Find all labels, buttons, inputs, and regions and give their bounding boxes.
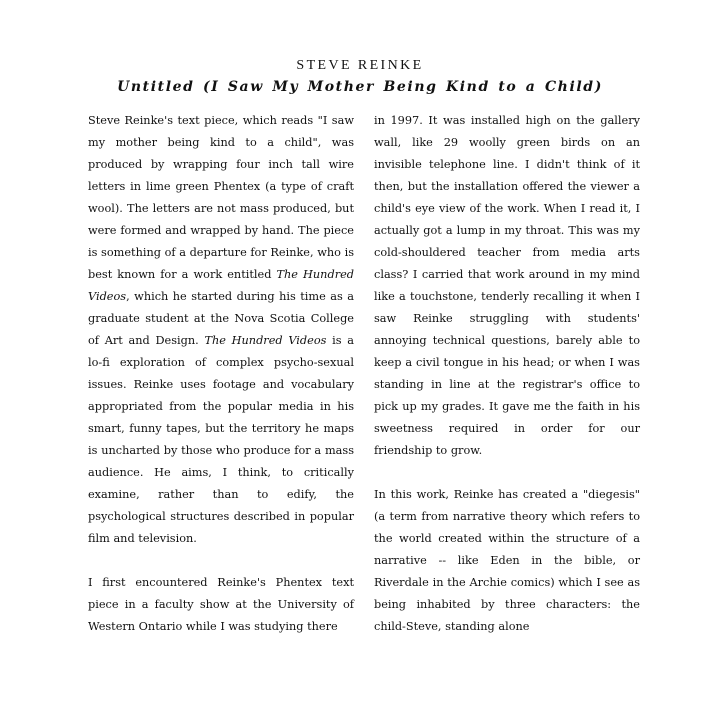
work-title: The Hundred Videos <box>204 334 327 347</box>
right-column <box>374 110 640 638</box>
work-title: The Hundred Videos <box>88 268 355 303</box>
artwork-title: Untitled (I Saw My Mother Being Kind to a Child) <box>117 79 603 95</box>
text-run: , which he started during his time as a graduate student at the Nova Scotia College of Art and Design. <box>88 290 354 347</box>
text-run: is a lo-fi exploration of complex psycho-sexual issues. Reinke uses footage and vocabulary appropriated from the popular media in his smart, funny tapes, but the territory he maps is uncharted by those who produce for a mass audience. He aims, I think, to critically examine, rather than to edify, the psychological structures described in popular film and television. <box>88 334 354 545</box>
author-heading: STEVE REINKE <box>296 58 424 73</box>
paragraph: In this work, Reinke has created a "diegesis" (a term from narrative theory which refers to the world created within the structure of a narrative -- like Eden in the bible, or Riverdale in the Archie comics) which I see as being inhabited by three characters: the child-Steve, standing alone <box>374 488 640 633</box>
text-run: Steve Reinke's text piece, which reads "I saw my mother being kind to a child", was produced by wrapping four inch tall wire letters in lime green Phentex (a type of craft wool). The letters are not mass produced, but were formed and wrapped by hand. The piece is something of a departure for Reinke, who is best known for a work entitled <box>88 114 354 281</box>
left-column <box>88 110 354 638</box>
paragraph: in 1997. It was installed high on the gallery wall, like 29 woolly green birds on an invisible telephone line. I didn't think of it then, but the installation offered the viewer a child's eye view of the work. When I read it, I actually got a lump in my throat. This was my cold-shouldered teacher from media arts class? I carried that work around in my mind like a touchstone, tenderly recalling it when I saw Reinke struggling with students' annoying technical questions, barely able to keep a civil tongue in his head; or when I was standing in line at the registrar's office to pick up my grades. It gave me the faith in his sweetness required in order for our friendship to grow. <box>374 114 640 457</box>
paragraph <box>88 110 354 550</box>
paragraph: I first encountered Reinke's Phentex text piece in a faculty show at the University of Western Ontario while I was studying there <box>88 576 354 633</box>
